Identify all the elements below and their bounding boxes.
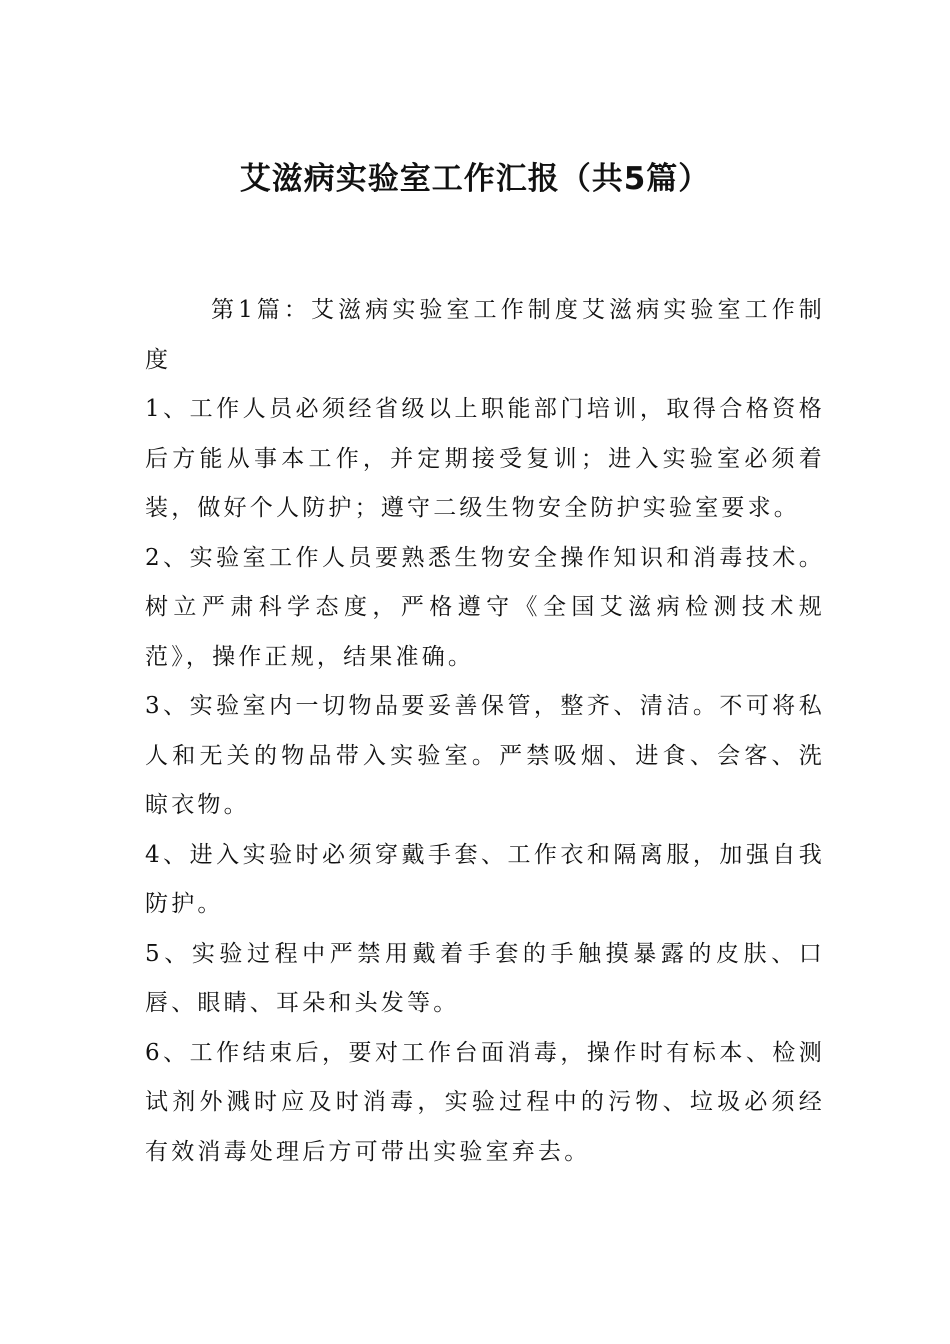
paragraph-5: 5、实验过程中严禁用戴着手套的手触摸暴露的皮肤、口唇、眼睛、耳朵和头发等。 (145, 940, 825, 1016)
document-title: 艾滋病实验室工作汇报（共5篇） (239, 161, 711, 197)
document-body (145, 286, 825, 1177)
paragraph-6: 6、工作结束后，要对工作台面消毒，操作时有标本、检测试剂外溅时应及时消毒，实验过程中的污物、垃圾必须经有效消毒处理后方可带出实验室弃去。 (145, 1039, 825, 1165)
paragraph-3: 3、实验室内一切物品要妥善保管，整齐、清洁。不可将私人和无关的物品带入实验室。严禁吸烟、进食、会客、洗晾衣物。 (145, 693, 825, 818)
paragraph-1: 1、工作人员必须经省级以上职能部门培训，取得合格资格后方能从事本工作，并定期接受复训；进入实验室必须着装，做好个人防护；遵守二级生物安全防护实验室要求。 (145, 396, 825, 521)
paragraph-2: 2、实验室工作人员要熟悉生物安全操作知识和消毒技术。树立严肃科学态度，严格遵守《全国艾滋病检测技术规范》，操作正规，结果准确。 (145, 544, 825, 670)
section-heading: 第1篇：艾滋病实验室工作制度艾滋病实验室工作制度 (145, 297, 825, 373)
paragraph-4: 4、进入实验时必须穿戴手套、工作衣和隔离服，加强自我防护。 (145, 841, 825, 917)
